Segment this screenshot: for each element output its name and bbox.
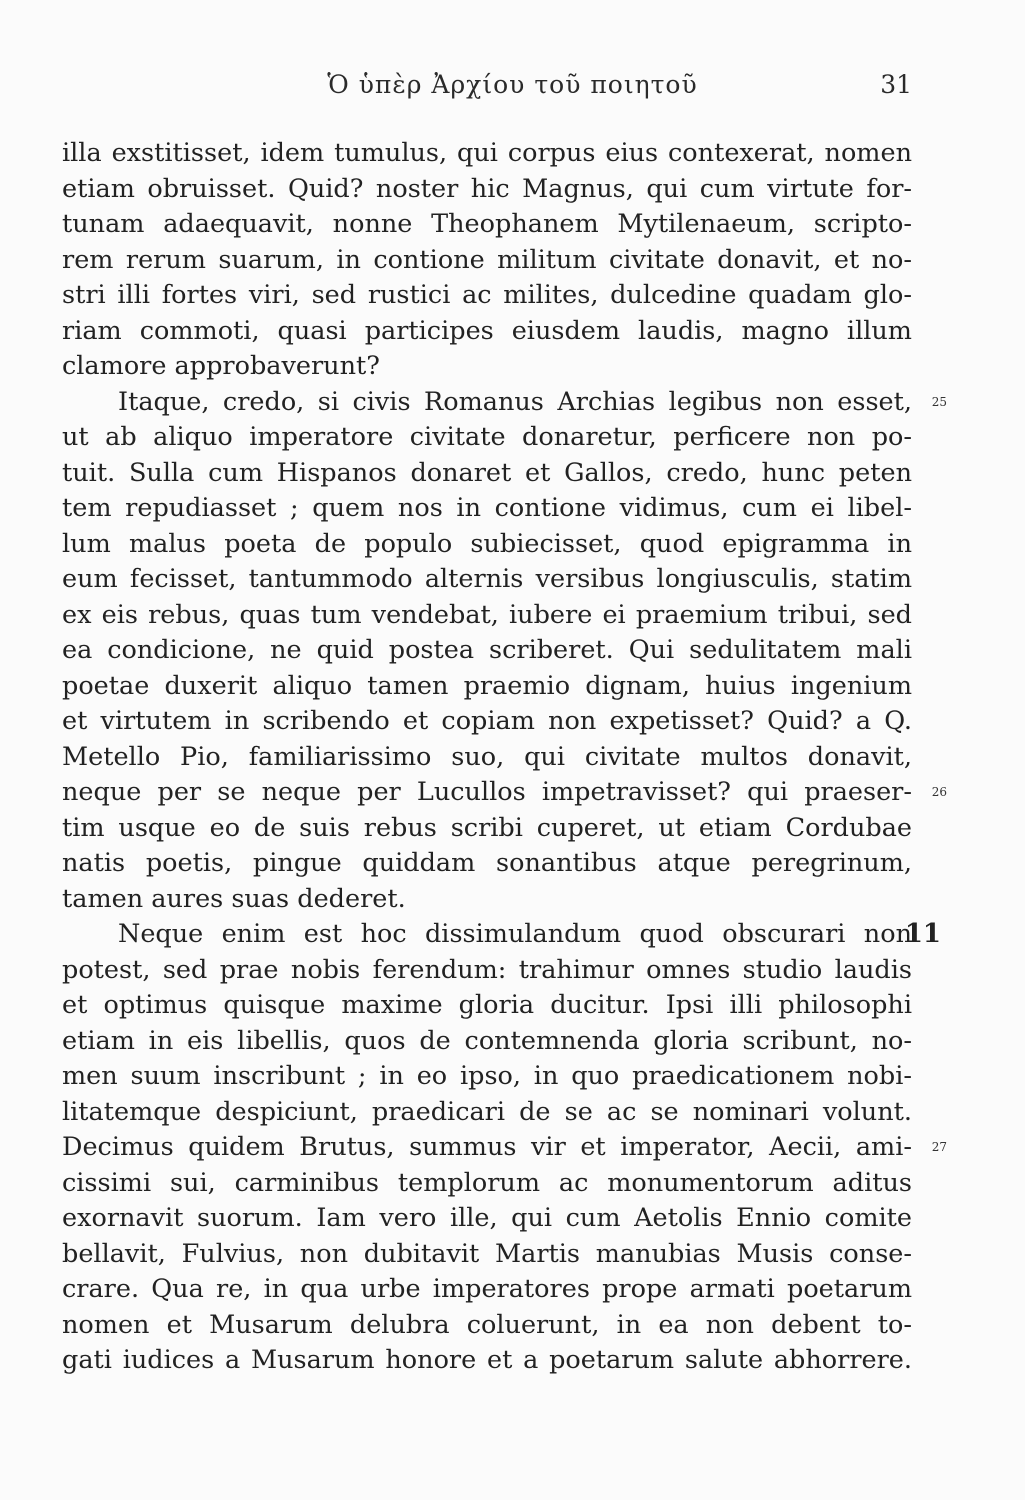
page-number: 31 xyxy=(880,70,912,99)
text-line: et virtutem in scribendo et copiam non expetisset? Quid? a Q. xyxy=(62,706,912,736)
text-line: men suum inscribunt ; in eo ipso, in quo praedicationem nobi- xyxy=(62,1061,912,1091)
text-line xyxy=(62,917,941,953)
section-number: 11 xyxy=(904,919,941,949)
text-line-content: Itaque, credo, si civis Romanus Archias legibus non esset, xyxy=(118,386,912,417)
text-line: tuit. Sulla cum Hispanos donaret et Gallos, credo, hunc peten xyxy=(62,457,912,488)
text-line: cissimi sui, carminibus templorum ac monumentorum aditus xyxy=(62,1167,912,1198)
text-line: ex eis rebus, quas tum vendebat, iubere ei praemium tribui, sed xyxy=(62,599,912,630)
text-line-content: neque per se neque per Lucullos impetravisset? qui praeser- xyxy=(62,777,912,807)
text-line: Metello Pio, familiarissimo suo, qui civitate multos donavit, xyxy=(62,741,912,772)
page-header-title: Ὁ ὑπὲρ Ἀρχίου τοῦ ποιητοῦ xyxy=(327,70,698,99)
body-text xyxy=(62,136,947,1379)
text-line xyxy=(62,775,947,811)
text-line-content: Neque enim est hoc dissimulandum quod obscurari non xyxy=(118,919,912,949)
text-line: stri illi fortes viri, sed rustici ac milites, dulcedine quadam glo- xyxy=(62,280,912,310)
text-line xyxy=(62,385,947,421)
text-line: nomen et Musarum delubra coluerunt, in ea non debent to- xyxy=(62,1309,912,1340)
text-line: rem rerum suarum, in contione militum civitate donavit, et no- xyxy=(62,244,912,275)
text-line: ut ab aliquo imperatore civitate donaretur, perficere non po- xyxy=(62,422,912,452)
text-line: exornavit suorum. Iam vero ille, qui cum Aetolis Ennio comite xyxy=(62,1203,912,1233)
text-line: natis poetis, pingue quiddam sonantibus atque peregrinum, xyxy=(62,848,912,878)
text-line: ea condicione, ne quid postea scriberet. Qui sedulitatem mali xyxy=(62,635,912,665)
text-line xyxy=(62,1130,947,1166)
text-line: et optimus quisque maxime gloria ducitur. Ipsi illi philosophi xyxy=(62,990,912,1020)
text-line: etiam obruisset. Quid? noster hic Magnus, qui cum virtute for- xyxy=(62,173,912,204)
text-line: riam commoti, quasi participes eiusdem laudis, magno illum xyxy=(62,315,912,346)
text-line: potest, sed prae nobis ferendum: trahimur omnes studio laudis xyxy=(62,954,912,985)
text-line: bellavit, Fulvius, non dubitavit Martis manubias Musis conse- xyxy=(62,1238,912,1269)
margin-line-number: 27 xyxy=(931,1140,947,1154)
text-line: lum malus poeta de populo subiecisset, quod epigramma in xyxy=(62,528,912,559)
text-line: tamen aures suas dederet. xyxy=(62,883,406,914)
text-line: eum fecisset, tantummodo alternis versibus longiusculis, statim xyxy=(62,564,912,594)
text-line: gati iudices a Musarum honore et a poetarum salute abhorrere. xyxy=(62,1345,912,1375)
text-line: tunam adaequavit, nonne Theophanem Mytilenaeum, scripto- xyxy=(62,209,912,239)
text-line: poetae duxerit aliquo tamen praemio dignam, huius ingenium xyxy=(62,670,912,701)
text-line: tim usque eo de suis rebus scribi cuperet, ut etiam Cordubae xyxy=(62,812,912,843)
text-line: illa exstitisset, idem tumulus, qui corpus eius contexerat, nomen xyxy=(62,138,912,168)
text-line: etiam in eis libellis, quos de contemnenda gloria scribunt, no- xyxy=(62,1025,912,1056)
margin-line-number: 26 xyxy=(931,785,947,799)
text-line-content: Decimus quidem Brutus, summus vir et imperator, Aecii, ami- xyxy=(62,1132,912,1162)
text-line: litatemque despiciunt, praedicari de se ac se nominari volunt. xyxy=(62,1096,912,1127)
text-line: clamore approbaverunt? xyxy=(62,351,380,381)
margin-line-number: 25 xyxy=(931,394,947,409)
text-line: crare. Qua re, in qua urbe imperatores prope armati poetarum xyxy=(62,1274,912,1304)
text-line: tem repudiasset ; quem nos in contione vidimus, cum ei libel- xyxy=(62,493,912,523)
